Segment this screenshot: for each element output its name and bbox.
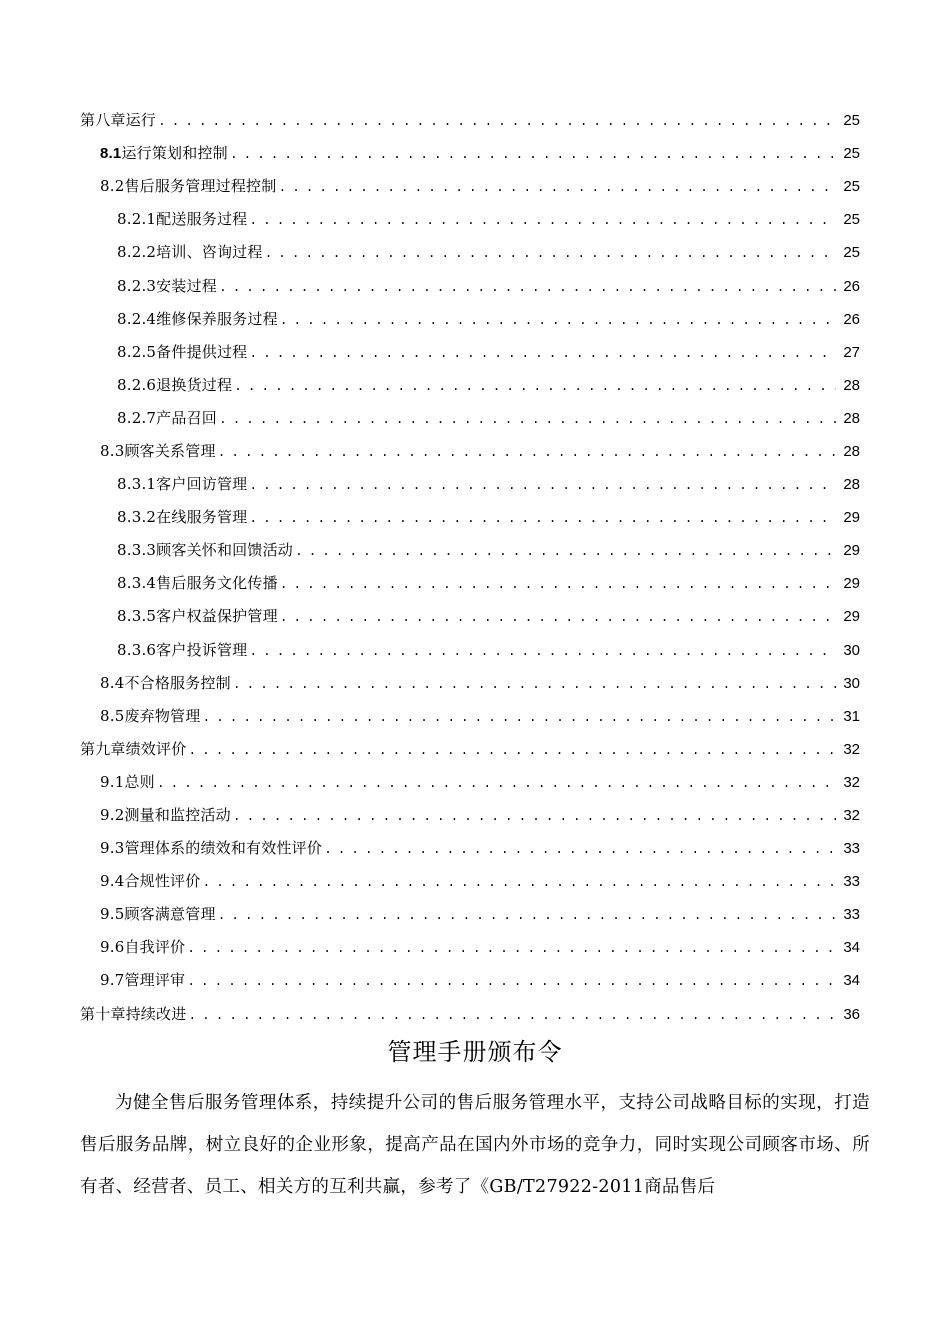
body-paragraph: 为健全售后服务管理体系，持续提升公司的售后服务管理水平，支持公司战略目标的实现，打造售后服务品牌，树立良好的企业形象，提高产品在国内外市场的竞争力，同时实现公司顾客市场、所有者、经营者、员工、相关方的互利共赢，参考了《GB/T27922-2011商品售后 bbox=[80, 1093, 870, 1197]
toc-entry-label: 8.3.5客户权益保护管理 bbox=[117, 607, 278, 626]
toc-entry-label: 9.3管理体系的绩效和有效性评价 bbox=[100, 839, 323, 858]
toc-dot-leader bbox=[158, 104, 836, 137]
toc-dot-leader bbox=[219, 402, 836, 435]
toc-entry-page: 28 bbox=[843, 376, 860, 394]
toc-entry-label: 8.3.4售后服务文化传播 bbox=[117, 574, 278, 593]
toc-entry[interactable] bbox=[80, 435, 860, 468]
toc-dot-leader bbox=[218, 898, 836, 931]
toc-entry[interactable] bbox=[80, 236, 860, 269]
toc-entry[interactable] bbox=[80, 964, 860, 997]
toc-entry-label: 8.2.2培训、咨询过程 bbox=[117, 243, 263, 262]
toc-entry[interactable] bbox=[80, 303, 860, 336]
toc-entry-label: 8.3.6客户投诉管理 bbox=[117, 640, 248, 659]
toc-entry-label: 8.4不合格服务控制 bbox=[100, 673, 231, 692]
toc-entry-page: 33 bbox=[843, 906, 860, 924]
section-title: 管理手册颁布令 bbox=[387, 1038, 563, 1066]
toc-dot-leader bbox=[187, 931, 836, 964]
toc-entry-label: 8.5废弃物管理 bbox=[100, 706, 201, 725]
toc-entry-page: 32 bbox=[843, 773, 860, 791]
toc-entry-number: 8.1 bbox=[100, 145, 122, 163]
toc-entry[interactable] bbox=[80, 865, 860, 898]
toc-entry-page: 28 bbox=[843, 409, 860, 427]
toc-entry-label: 第八章运行 bbox=[80, 111, 157, 130]
toc-entry-page: 36 bbox=[843, 1005, 860, 1023]
toc-dot-leader bbox=[188, 998, 836, 1031]
toc-entry-page: 29 bbox=[843, 509, 860, 527]
toc-entry-label: 8.2.1配送服务过程 bbox=[117, 210, 248, 229]
toc-entry[interactable] bbox=[80, 534, 860, 567]
toc-entry[interactable] bbox=[80, 336, 860, 369]
toc-entry-page: 34 bbox=[843, 972, 860, 990]
toc-entry-page: 33 bbox=[843, 873, 860, 891]
toc-entry[interactable] bbox=[80, 501, 860, 534]
toc-entry-label: 8.2.5备件提供过程 bbox=[117, 342, 248, 361]
toc-entry-label bbox=[100, 137, 228, 170]
toc-dot-leader bbox=[249, 203, 836, 236]
toc-entry-page: 28 bbox=[843, 476, 860, 494]
toc-entry-page: 33 bbox=[843, 840, 860, 858]
toc-dot-leader bbox=[280, 303, 836, 336]
toc-dot-leader bbox=[218, 435, 836, 468]
toc-entry-page: 30 bbox=[843, 641, 860, 659]
toc-entry[interactable] bbox=[80, 634, 860, 667]
toc-entry-label: 9.6自我评价 bbox=[100, 938, 186, 957]
toc-entry-label: 8.3.2在线服务管理 bbox=[117, 508, 248, 527]
toc-entry-label: 8.2.3安装过程 bbox=[117, 276, 217, 295]
toc-entry[interactable] bbox=[80, 766, 860, 799]
toc-dot-leader bbox=[280, 567, 836, 600]
table-of-contents bbox=[80, 104, 860, 1031]
toc-entry-page: 30 bbox=[843, 674, 860, 692]
toc-entry-page: 25 bbox=[843, 244, 860, 262]
toc-entry-page: 25 bbox=[843, 211, 860, 229]
toc-dot-leader bbox=[233, 799, 836, 832]
toc-entry[interactable] bbox=[80, 931, 860, 964]
toc-entry-label: 9.7管理评审 bbox=[100, 971, 186, 990]
toc-dot-leader bbox=[187, 964, 836, 997]
toc-entry[interactable] bbox=[80, 170, 860, 203]
toc-entry[interactable] bbox=[80, 799, 860, 832]
toc-dot-leader bbox=[233, 667, 836, 700]
toc-entry[interactable] bbox=[80, 998, 860, 1031]
toc-entry-label: 8.2售后服务管理过程控制 bbox=[100, 177, 277, 196]
toc-entry-label: 8.2.4维修保养服务过程 bbox=[117, 309, 278, 328]
toc-entry[interactable] bbox=[80, 567, 860, 600]
toc-entry-page: 25 bbox=[843, 178, 860, 196]
toc-entry[interactable] bbox=[80, 733, 860, 766]
toc-entry-page: 26 bbox=[843, 310, 860, 328]
toc-entry[interactable] bbox=[80, 700, 860, 733]
toc-entry-label: 8.3.3顾客关怀和回馈活动 bbox=[117, 541, 293, 560]
toc-dot-leader bbox=[249, 501, 836, 534]
toc-entry[interactable] bbox=[80, 104, 860, 137]
toc-entry-label: 9.5顾客满意管理 bbox=[100, 905, 216, 924]
toc-entry[interactable] bbox=[80, 402, 860, 435]
toc-entry[interactable] bbox=[80, 468, 860, 501]
toc-dot-leader bbox=[249, 634, 836, 667]
toc-entry-page: 29 bbox=[843, 575, 860, 593]
toc-entry-page: 25 bbox=[843, 145, 860, 163]
toc-dot-leader bbox=[280, 600, 836, 633]
toc-entry-label: 9.2测量和监控活动 bbox=[100, 806, 231, 825]
toc-entry[interactable] bbox=[80, 369, 860, 402]
toc-entry-label: 9.4合规性评价 bbox=[100, 872, 201, 891]
toc-entry-label: 8.3顾客关系管理 bbox=[100, 441, 216, 460]
toc-entry[interactable] bbox=[80, 600, 860, 633]
toc-dot-leader bbox=[265, 236, 836, 269]
toc-dot-leader bbox=[278, 170, 836, 203]
toc-dot-leader bbox=[202, 700, 836, 733]
toc-entry-text: 运行策划和控制 bbox=[121, 144, 228, 163]
toc-entry-page: 34 bbox=[843, 939, 860, 957]
toc-dot-leader bbox=[188, 733, 836, 766]
toc-entry-label: 第十章持续改进 bbox=[80, 1004, 187, 1023]
toc-entry-label: 第九章绩效评价 bbox=[80, 739, 187, 758]
toc-entry-page: 29 bbox=[843, 608, 860, 626]
toc-entry[interactable] bbox=[80, 832, 860, 865]
toc-dot-leader bbox=[249, 336, 836, 369]
toc-entry-label: 9.1总则 bbox=[100, 772, 155, 791]
toc-entry[interactable] bbox=[80, 667, 860, 700]
toc-dot-leader bbox=[157, 766, 836, 799]
toc-dot-leader bbox=[234, 369, 836, 402]
toc-dot-leader bbox=[230, 137, 836, 170]
toc-entry-page: 29 bbox=[843, 542, 860, 560]
toc-entry-label: 8.2.6退换货过程 bbox=[117, 375, 233, 394]
toc-entry-page: 26 bbox=[843, 277, 860, 295]
toc-dot-leader bbox=[202, 865, 836, 898]
toc-entry-page: 25 bbox=[843, 112, 860, 130]
toc-entry-label: 8.2.7产品召回 bbox=[117, 408, 217, 427]
toc-dot-leader bbox=[249, 468, 836, 501]
toc-dot-leader bbox=[295, 534, 836, 567]
toc-entry-page: 31 bbox=[843, 707, 860, 725]
toc-entry[interactable] bbox=[80, 203, 860, 236]
toc-entry-label: 8.3.1客户回访管理 bbox=[117, 475, 248, 494]
toc-entry[interactable] bbox=[80, 137, 860, 170]
toc-dot-leader bbox=[324, 832, 836, 865]
toc-entry[interactable] bbox=[80, 898, 860, 931]
toc-entry[interactable] bbox=[80, 269, 860, 302]
toc-entry-page: 28 bbox=[843, 442, 860, 460]
toc-entry-page: 32 bbox=[843, 807, 860, 825]
toc-entry-page: 32 bbox=[843, 740, 860, 758]
toc-dot-leader bbox=[219, 270, 836, 303]
toc-entry-page: 27 bbox=[843, 343, 860, 361]
